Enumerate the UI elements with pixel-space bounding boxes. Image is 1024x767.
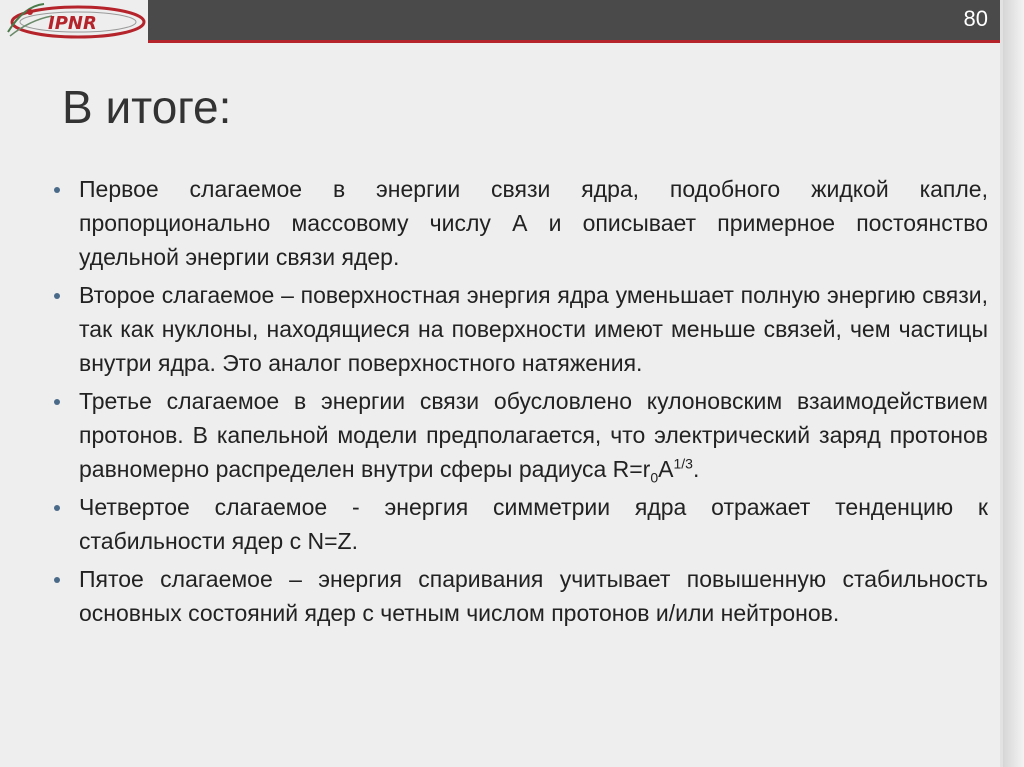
bullet-text: Пятое слагаемое – энергия спаривания учитывает повышенную стабильность основных состояний ядер с четным числом протонов и/или нейтронов. bbox=[79, 566, 988, 626]
right-edge-shadow bbox=[1003, 0, 1024, 767]
bullet-text: Первое слагаемое в энергии связи ядра, подобного жидкой капле, пропорционально массовому числу А и описывает примерное постоянство удельной энергии связи ядер. bbox=[79, 176, 988, 270]
bullet-text: Третье слагаемое в энергии связи обусловлено кулоновским взаимодействием протонов. В капельной модели предполагается, что электрический заряд протонов равномерно распределен внутри сферы радиуса R=r bbox=[79, 388, 988, 482]
bullet-text: Четвертое слагаемое - энергия симметрии ядра отражает тенденцию к стабильности ядер с N=Z. bbox=[79, 494, 988, 554]
bullet-dot bbox=[54, 577, 60, 583]
logo-text: IPNR bbox=[48, 13, 97, 34]
bullet-dot bbox=[54, 505, 60, 511]
bullet-list bbox=[52, 172, 988, 634]
bullet-text: Второе слагаемое – поверхностная энергия ядра уменьшает полную энергию связи, так как нуклоны, находящиеся на поверхности имеют меньше связей, чем частицы внутри ядра. Это аналог поверхностного натяжения. bbox=[79, 282, 988, 376]
slide-number: 80 bbox=[963, 6, 988, 31]
bullet-item-2 bbox=[52, 278, 988, 380]
bullet-dot bbox=[54, 399, 60, 405]
bullet-item-5 bbox=[52, 562, 988, 630]
slide-title: В итоге: bbox=[62, 81, 232, 133]
bullet-item-3 bbox=[52, 384, 988, 486]
header-bar bbox=[148, 0, 1000, 40]
radius-subscript: 0 bbox=[650, 469, 659, 486]
bullet-text-tail: . bbox=[692, 456, 700, 482]
ipnr-logo bbox=[0, 0, 148, 44]
radius-exponent: 1/3 bbox=[673, 455, 693, 472]
header-accent-stripe bbox=[148, 40, 1000, 43]
bullet-text-mass: A bbox=[658, 456, 674, 482]
bullet-item-1 bbox=[52, 172, 988, 274]
bullet-dot bbox=[54, 187, 60, 193]
bullet-item-4 bbox=[52, 490, 988, 558]
bullet-dot bbox=[54, 293, 60, 299]
